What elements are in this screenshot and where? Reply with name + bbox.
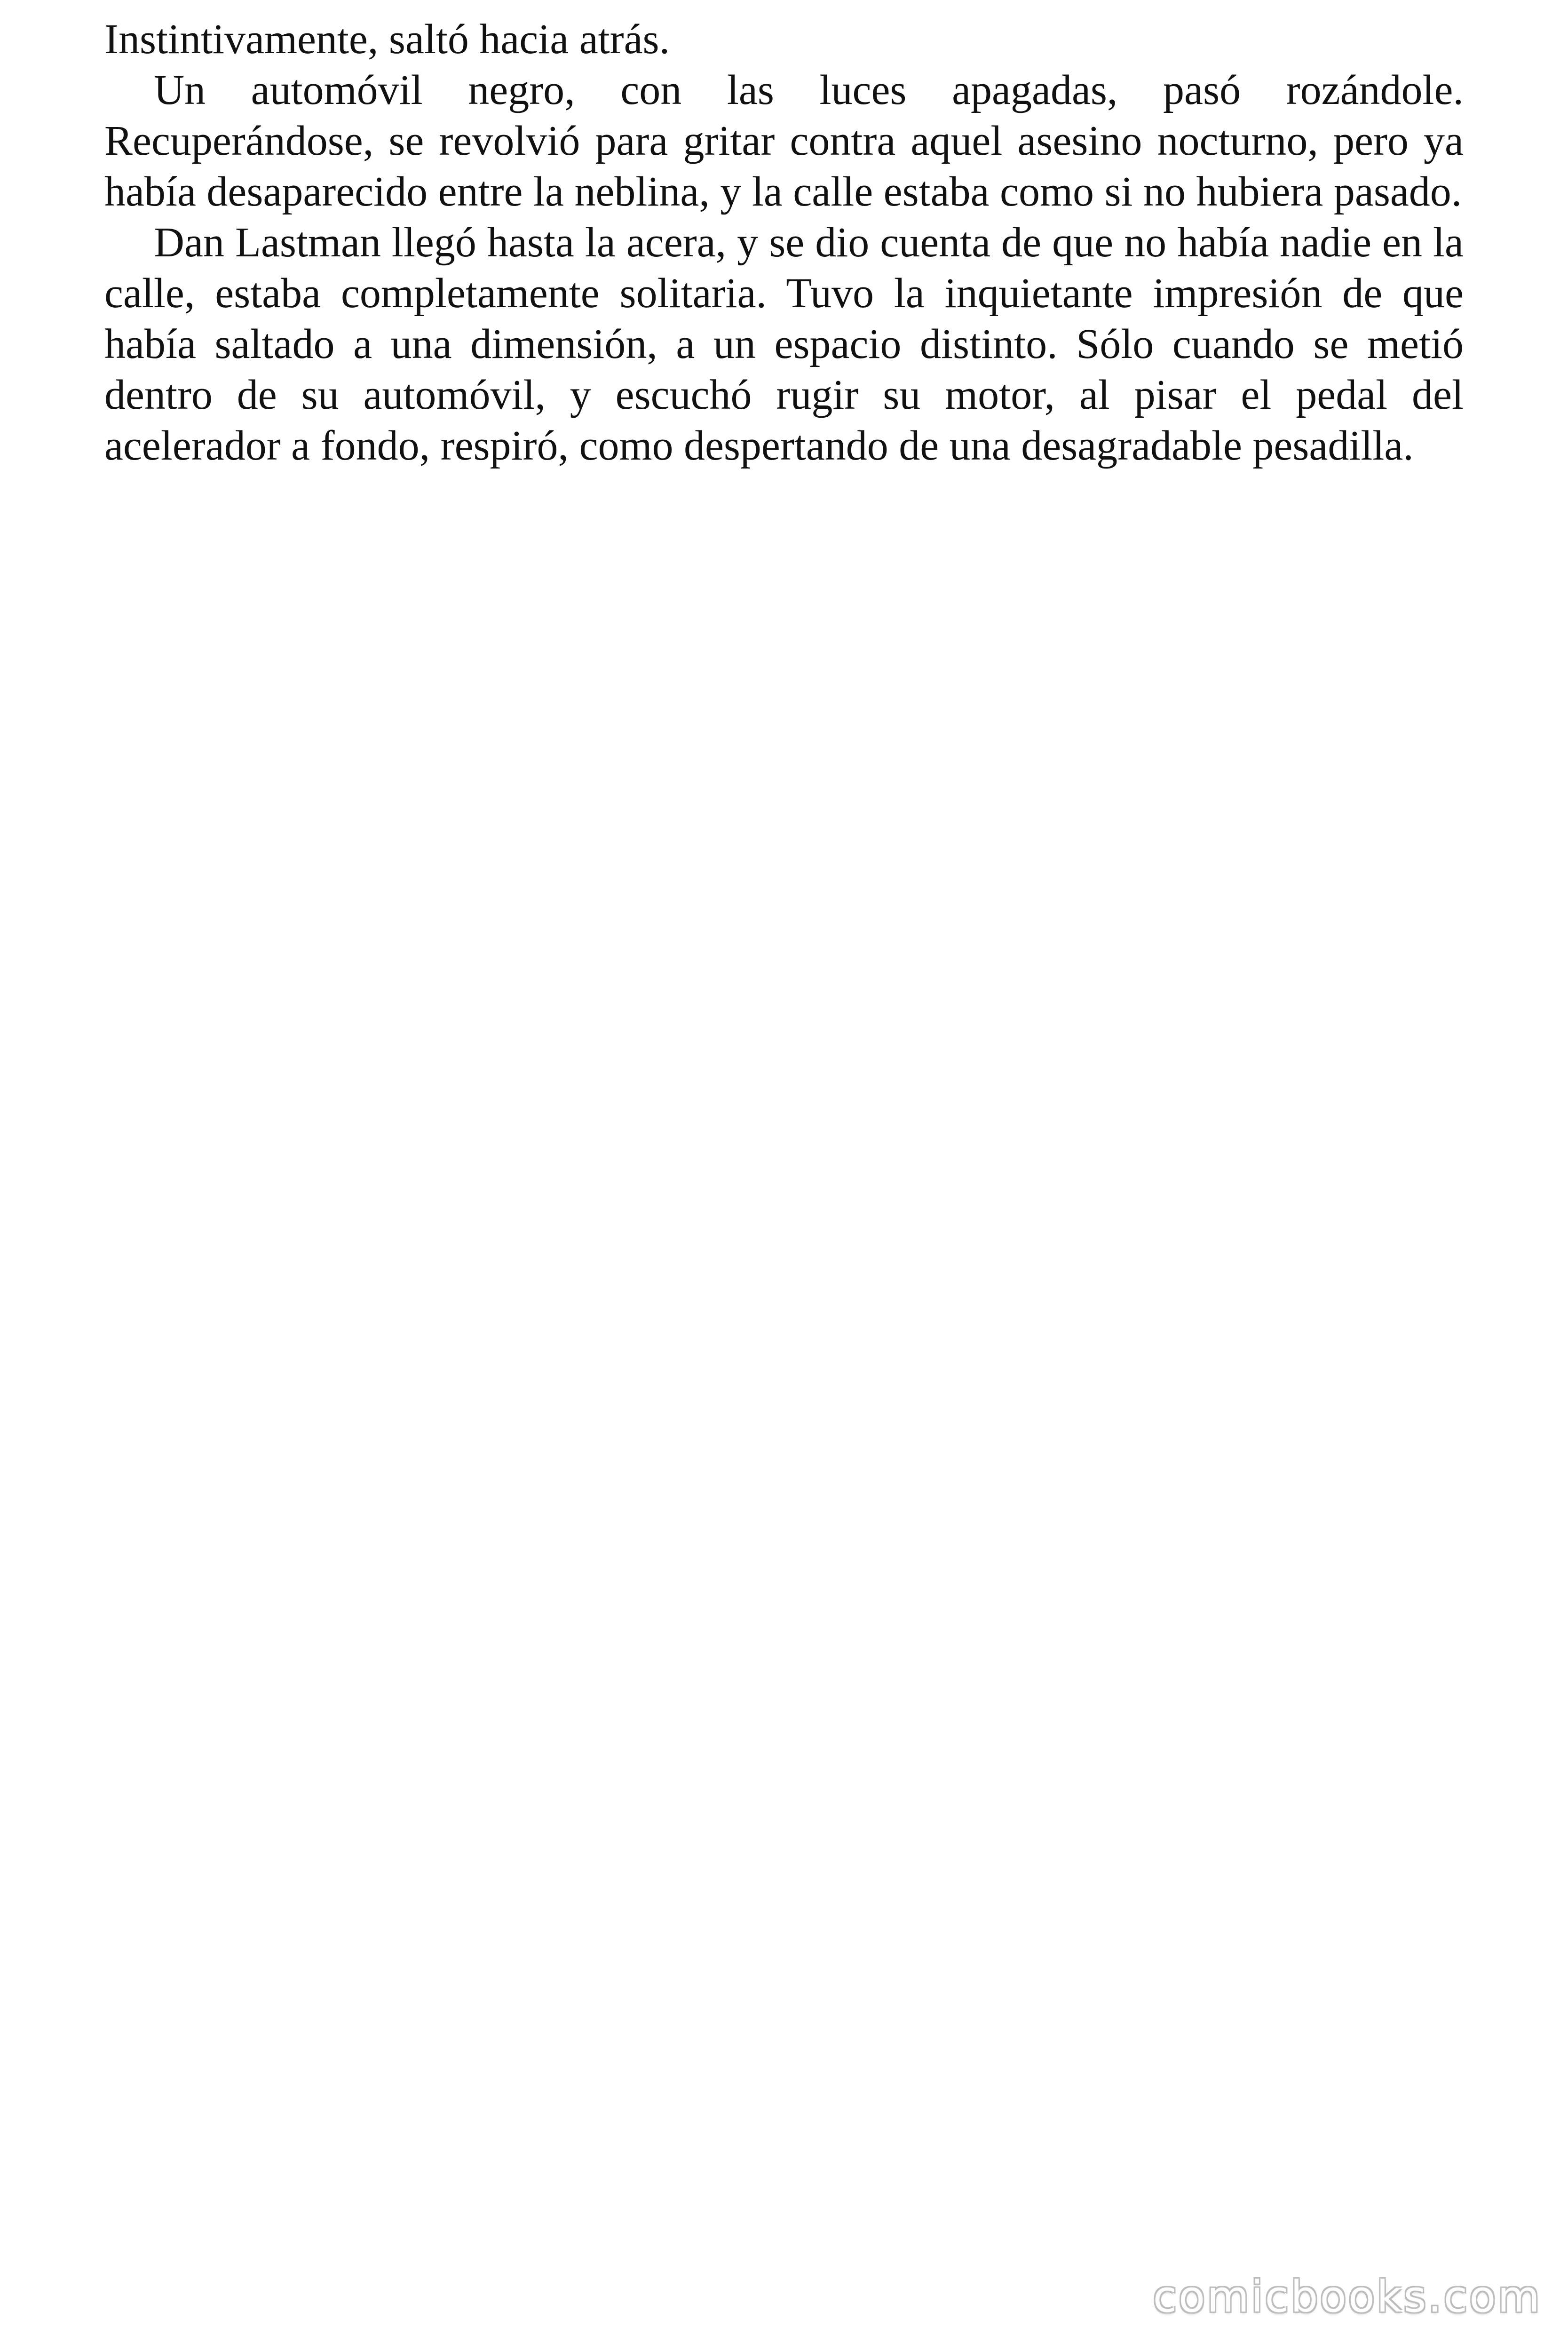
paragraph-3: Dan Lastman llegó hasta la acera, y se dio cuenta de que no había nadie en la calle, estaba completamente solitaria. Tuvo la inquietante impresión de que había saltado a una dimensión, a un espacio distinto. Sólo cuando se metió dentro de su automóvil, y escuchó rugir su motor, al pisar el pedal del acelerador a fondo, respiró, como despertando de una desagradable pesadilla. [104, 219, 1464, 469]
paragraph-2: Un automóvil negro, con las luces apagadas, pasó rozándole. Recuperándose, se revolvió para gritar contra aquel asesino nocturno, pero ya había desaparecido entre la neblina, y la calle estaba como si no hubiera pasado. [104, 67, 1464, 215]
watermark-logo: comicbooks.com [1153, 2272, 1542, 2322]
paragraph-1: Instintivamente, saltó hacia atrás. [104, 16, 670, 63]
body-text [104, 14, 1464, 471]
